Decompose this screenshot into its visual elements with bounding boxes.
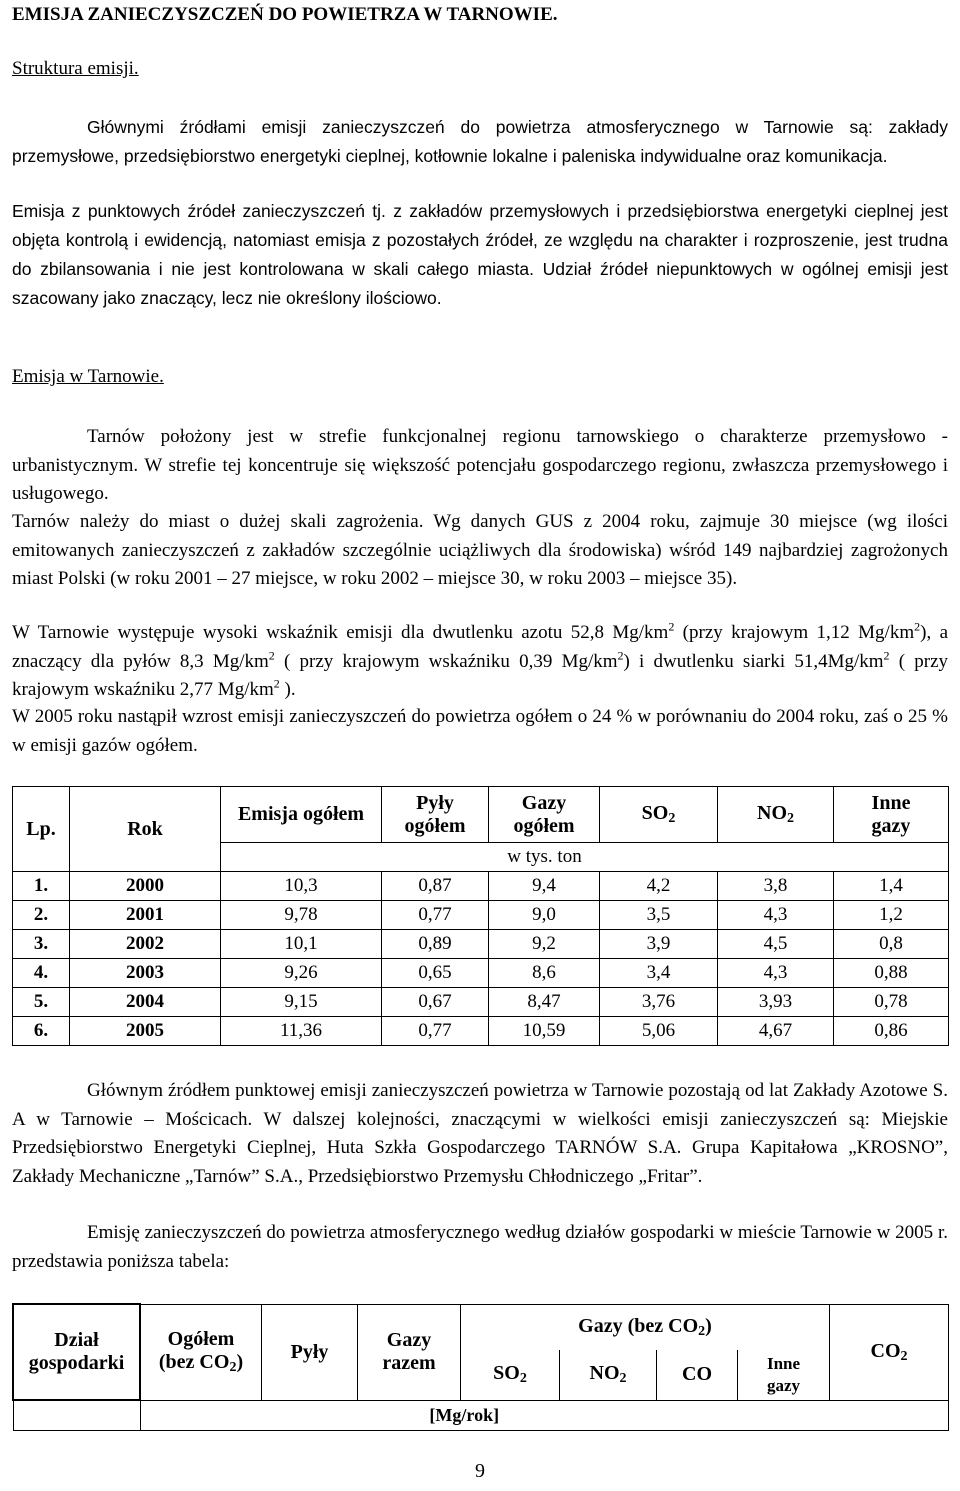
header-other-gases: Inne gazy (834, 787, 949, 843)
header-gases: Gazy ogółem (489, 787, 600, 843)
header-so2: SO2 (461, 1350, 560, 1400)
emission-table (12, 786, 949, 1046)
paragraph-sector-table-intro: Emisję zanieczyszczeń do powietrza atmosferycznego według działów gospodarki w mieście Tarnowie w 2005 r. przedstawia poniższa tabela: (12, 1222, 948, 1272)
table-row: 2. 2001 9,78 0,77 9,0 3,5 4,3 1,2 (13, 901, 949, 930)
paragraph-threat-scale: Tarnów należy do miast o dużej skali zagrożenia. Wg danych GUS z 2004 roku, zajmuje 30 miejsce (wg ilości emitowanych zanieczyszczeń z zakładów szczególnie uciążliwych dla środowiska) wśród 149 najbardziej zagrożonych miast Polski (w roku 2001 – 27 miejsce, w roku 2002 – miejsce 30, w roku 2003 – miejsce 35). (12, 511, 948, 589)
header-year: Rok (70, 787, 221, 872)
paragraph-emission-indicators: W Tarnowie występuje wysoki wskaźnik emisji dla dwutlenku azotu 52,8 $Mg/km^2$ (przy krajowym 1,12 $Mg/km^2$), a znaczący dla pyłów 8,3 $Mg/km^2$ ( przy krajowym wskaźniku 0,39 $Mg/km^2$) i dwutlenku siarki $51,4Mg/km^2$ ( przy krajowym wskaźniku 2,77 $Mg/km^2$ ). (12, 619, 949, 700)
section-heading-structure: Struktura emisji. (12, 58, 139, 79)
paragraph-tarnow-zone: Tarnów położony jest w strefie funkcjonalnej regionu tarnowskiego o charakterze przemysłowo - urbanistycznym. W strefie tej koncentruje się większość potencjału gospodarczego regionu, zwłaszcza przemysłowego i usługowego. (12, 426, 948, 504)
document-title: EMISJA ZANIECZYSZCZEŃ DO POWIETRZA W TARNOWIE. (12, 4, 558, 25)
header-no2: NO2 (560, 1350, 657, 1400)
section-heading-emission: Emisja w Tarnowie. (12, 366, 164, 387)
paragraph-main-point-source: Głównym źródłem punktowej emisji zanieczyszczeń powietrza w Tarnowie pozostają od lat Zakłady Azotowe S. A w Tarnowie – Mościcach. W dalszej kolejności, znaczącymi w wielkości emisji zanieczyszczeń są: Miejskie Przedsiębiorstwo Energetyki Cieplnej, Huta Szkła Gospodarczego TARNÓW S.A. Grupa Kapitałowa „KROSNO”, Zakłady Mechaniczne „Tarnów” S.A., Przedsiębiorstwo Przemysłu Chłodniczego „Fritar”. (12, 1080, 948, 1187)
header-so2: SO2 (600, 787, 718, 843)
header-lp: Lp. (13, 787, 70, 872)
unit-label: w tys. ton (221, 843, 949, 872)
header-no2: NO2 (718, 787, 834, 843)
header-other-gases: Inne gazy (738, 1350, 830, 1400)
paragraph-main-sources: Głównymi źródłami emisji zanieczyszczeń do powietrza atmosferycznego w Tarnowie są: zakłady przemysłowe, przedsiębiorstwo energetyki cieplnej, kotłownie lokalne i paleniska indywidualne oraz komunikacja. (12, 117, 948, 166)
table-row: 4. 2003 9,26 0,65 8,6 3,4 4,3 0,88 (13, 959, 949, 988)
header-dust: Pyły ogółem (382, 787, 489, 843)
header-total-no-co2: Ogółem (bez CO2) (140, 1304, 262, 1400)
page-number: 9 (475, 1460, 485, 1482)
table-row: 1. 2000 10,3 0,87 9,4 4,2 3,8 1,4 (13, 872, 949, 901)
sector-emission-table (12, 1303, 949, 1431)
unit-label: [Mg/rok] (140, 1400, 949, 1430)
header-gases-no-co2: Gazy (bez CO2) (461, 1304, 830, 1350)
table-row: 6. 2005 11,36 0,77 10,59 5,06 4,67 0,86 (13, 1017, 949, 1046)
paragraph-emission-growth: W 2005 roku nastąpił wzrost emisji zanieczyszczeń do powietrza ogółem o 24 % w porównaniu do 2004 roku, zaś o 25 % w emisji gazów ogółem. (12, 706, 948, 756)
header-co: CO (657, 1350, 738, 1400)
header-sector: Dział gospodarki (13, 1304, 140, 1400)
table-row: 3. 2002 10,1 0,89 9,2 3,9 4,5 0,8 (13, 930, 949, 959)
header-gases-total: Gazy razem (358, 1304, 461, 1400)
header-dust: Pyły (262, 1304, 358, 1400)
table-row: 5. 2004 9,15 0,67 8,47 3,76 3,93 0,78 (13, 988, 949, 1017)
header-total-emission: Emisja ogółem (221, 787, 382, 843)
paragraph-point-sources: Emisja z punktowych źródeł zanieczyszczeń tj. z zakładów przemysłowych i przedsiębiorstwa energetyki cieplnej jest objęta kontrolą i ewidencją, natomiast emisja z pozostałych źródeł, ze względu na charakter i rozproszenie, jest trudna do zbilansowania i nie jest kontrolowana w skali całego miasta. Udział źródeł niepunktowych w ogólnej emisji jest szacowany jako znaczący, lecz nie określony ilościowo. (12, 201, 948, 308)
header-co2: CO2 (830, 1304, 949, 1400)
